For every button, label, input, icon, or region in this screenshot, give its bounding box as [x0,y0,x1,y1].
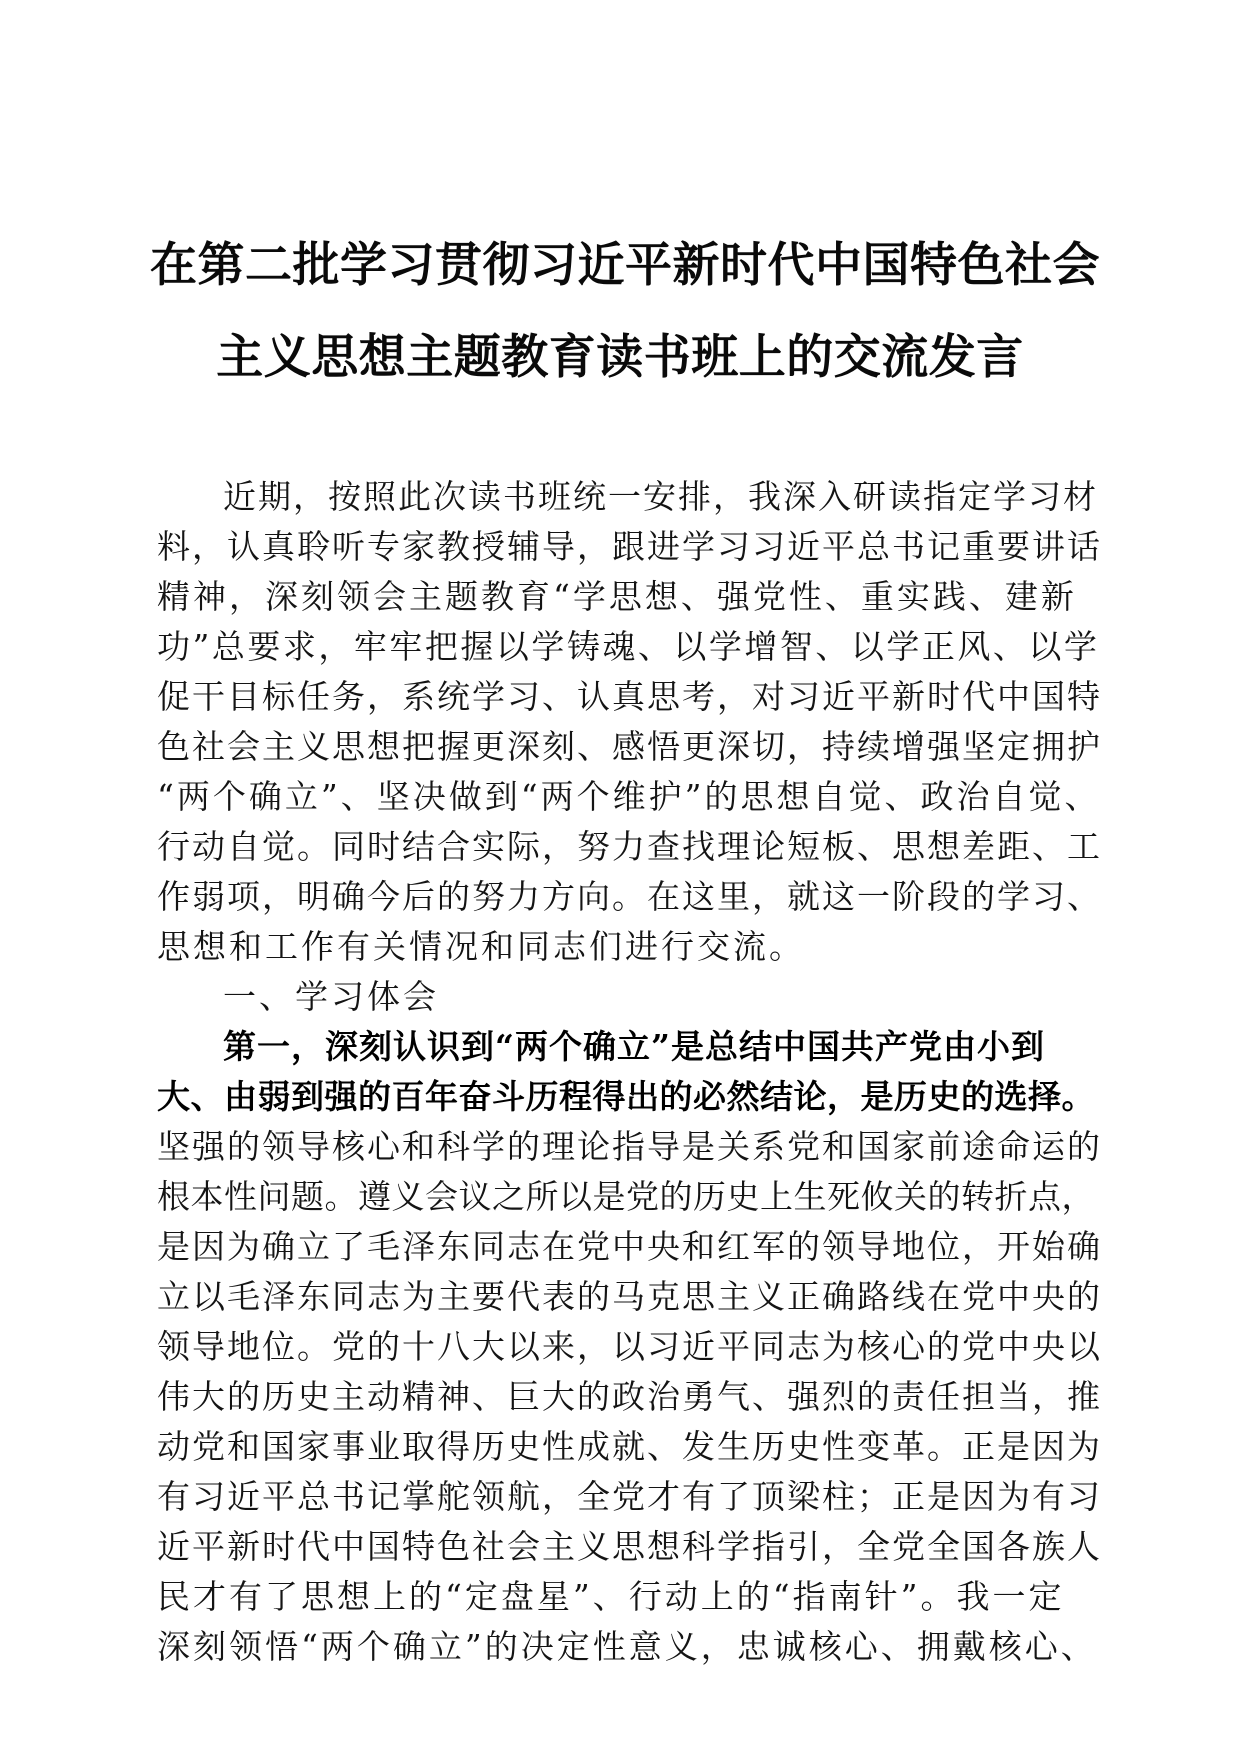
point-body-line: 领导地位。党的十八大以来，以习近平同志为核心的党中央以 [157,1327,1102,1366]
intro-line: 行动自觉。同时结合实际，努力查找理论短板、思想差距、工 [157,827,1102,866]
point-heading-line: 大、由弱到强的百年奋斗历程得出的必然结论，是历史的选择。 [157,1077,1095,1116]
point-body-line: 立以毛泽东同志为主要代表的马克思主义正确路线在党中央的 [157,1277,1102,1316]
intro-line: 思想和工作有关情况和同志们进行交流。 [157,927,805,966]
document-body [157,472,1107,1672]
point-body-line: 是因为确立了毛泽东同志在党中央和红军的领导地位，开始确 [157,1227,1102,1266]
intro-line: 作弱项，明确今后的努力方向。在这里，就这一阶段的学习、 [157,877,1102,916]
intro-line: 促干目标任务，系统学习、认真思考，对习近平新时代中国特 [157,677,1102,716]
point-body-line: 民才有了思想上的“定盘星”、行动上的“指南针”。我一定 [157,1577,1065,1616]
point-heading-line: 第一，深刻认识到“两个确立”是总结中国共产党由小到 [223,1027,1045,1066]
intro-line: 功”总要求，牢牢把握以学铸魂、以学增智、以学正风、以学 [157,627,1100,666]
document-title-line-1: 在第二批学习贯彻习近平新时代中国特色社会 [150,238,1100,293]
intro-line: 近期，按照此次读书班统一安排，我深入研读指定学习材 [223,477,1098,516]
point-body-line: 深刻领悟“两个确立”的决定性意义，忠诚核心、拥戴核心、 [157,1627,1097,1666]
point-body-line: 动党和国家事业取得历史性成就、发生历史性变革。正是因为 [157,1427,1102,1466]
point-body-line: 近平新时代中国特色社会主义思想科学指引，全党全国各族人 [157,1527,1102,1566]
section-heading: 一、学习体会 [223,977,439,1016]
intro-line: 精神，深刻领会主题教育“学思想、强党性、重实践、建新 [157,577,1077,616]
point-paragraph [157,1022,1107,1672]
intro-paragraph [157,472,1107,972]
intro-line: 色社会主义思想把握更深刻、感悟更深切，持续增强坚定拥护 [157,727,1102,766]
point-body-line: 有习近平总书记掌舵领航，全党才有了顶梁柱；正是因为有习 [157,1477,1102,1516]
intro-line: 料，认真聆听专家教授辅导，跟进学习习近平总书记重要讲话 [157,527,1102,566]
intro-line: “两个确立”、坚决做到“两个维护”的思想自觉、政治自觉、 [157,777,1101,816]
point-body-line: 伟大的历史主动精神、巨大的政治勇气、强烈的责任担当，推 [157,1377,1102,1416]
document-title-line-2: 主义思想主题教育读书班上的交流发言 [216,330,1024,385]
point-body-line: 根本性问题。遵义会议之所以是党的历史上生死攸关的转折点， [157,1177,1095,1216]
point-body-line: 坚强的领导核心和科学的理论指导是关系党和国家前途命运的 [157,1127,1102,1166]
